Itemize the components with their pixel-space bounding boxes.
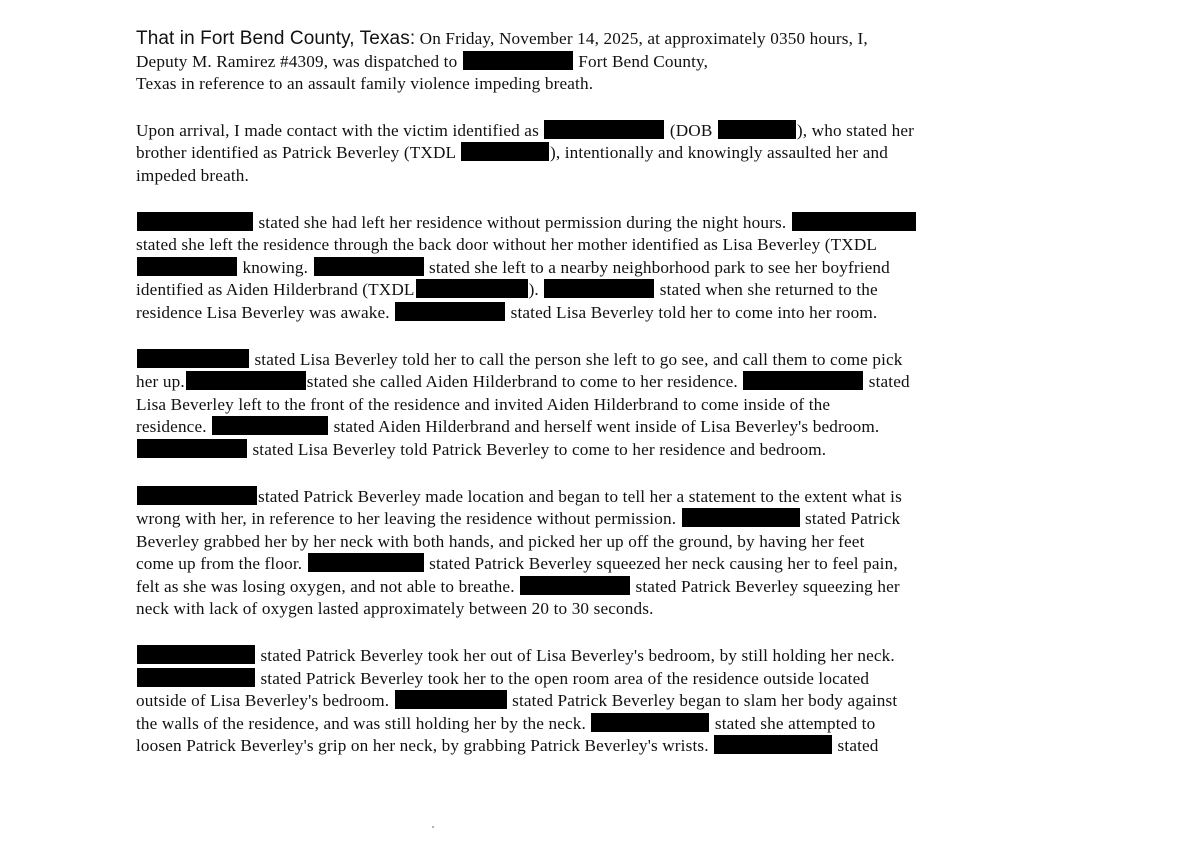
text-segment: residence. (136, 417, 212, 437)
text-segment: Fort Bend County, (573, 51, 709, 71)
text-segment: Texas in reference to an assault family violence impeding breath. (136, 74, 594, 94)
text-segment: stated Lisa Beverley told her to come into her room. (506, 302, 878, 322)
text-segment: stated Lisa Beverley told Patrick Beverley to come to her residence and bedroom. (248, 439, 827, 459)
text-line (136, 486, 1036, 509)
text-segment: stated (864, 372, 910, 392)
paragraph (136, 120, 1036, 188)
text-segment: stated Patrick Beverley squeezing her (631, 576, 900, 596)
text-segment: Beverley grabbed her by her neck with both hands, and picked her up off the ground, by having her feet (136, 531, 865, 551)
text-line (136, 394, 1036, 417)
paragraph (136, 645, 1036, 758)
redaction-bar (714, 735, 832, 754)
text-line (136, 165, 1036, 188)
redaction-bar (137, 349, 249, 368)
redaction-bar (137, 212, 253, 231)
text-segment: residence Lisa Beverley was awake. (136, 302, 395, 322)
text-segment: stated Aiden Hilderbrand and herself went inside of Lisa Beverley's bedroom. (329, 417, 880, 437)
redaction-bar (137, 486, 257, 505)
text-segment: stated Patrick Beverley made location and began to tell her a statement to the extent what is (258, 486, 902, 506)
text-segment: ), who stated her (796, 120, 915, 140)
text-segment: knowing. (238, 257, 313, 277)
text-segment: ). (528, 280, 544, 300)
redaction-bar (186, 371, 306, 390)
text-segment: neck with lack of oxygen lasted approximately between 20 to 30 seconds. (136, 599, 654, 619)
text-line (136, 598, 1036, 621)
text-segment: wrong with her, in reference to her leaving the residence without permission. (136, 509, 681, 529)
redaction-bar (212, 416, 328, 435)
text-segment: (DOB (665, 120, 717, 140)
text-line (136, 234, 1036, 257)
text-line (136, 735, 1036, 758)
text-segment: stated (833, 736, 879, 756)
text-segment: stated Lisa Beverley told her to call the person she left to go see, and call them to come pick (250, 349, 903, 369)
paragraph (136, 486, 1036, 622)
text-segment: felt as she was losing oxygen, and not able to breathe. (136, 576, 520, 596)
text-segment: outside of Lisa Beverley's bedroom. (136, 691, 394, 711)
text-segment: ), intentionally and knowingly assaulted her and (549, 143, 888, 163)
text-segment: stated Patrick Beverley began to slam her body against (507, 691, 898, 711)
text-line (136, 690, 1036, 713)
text-segment: identified as Aiden Hilderbrand (TXDL (136, 280, 415, 300)
text-segment: stated Patrick (800, 509, 901, 529)
redaction-bar (308, 553, 424, 572)
text-line (136, 257, 1036, 280)
text-segment: Lisa Beverley left to the front of the residence and invited Aiden Hilderbrand to come inside of the (136, 394, 831, 414)
redaction-bar (416, 279, 528, 298)
redaction-bar (137, 668, 255, 687)
redaction-bar (544, 120, 664, 139)
text-line (136, 668, 1036, 691)
redaction-bar (718, 120, 796, 139)
redaction-bar (682, 508, 800, 527)
text-line (136, 576, 1036, 599)
text-segment: stated she had left her residence without permission during the night hours. (254, 212, 791, 232)
text-line (136, 142, 1036, 165)
text-segment: come up from the floor. (136, 554, 307, 574)
redaction-bar (743, 371, 863, 390)
redaction-bar (137, 439, 247, 458)
text-segment: stated Patrick Beverley took her to the open room area of the residence outside located (256, 668, 870, 688)
text-line (136, 212, 1036, 235)
text-line (136, 51, 1036, 74)
text-line (136, 416, 1036, 439)
text-segment: stated she attempted to (710, 713, 876, 733)
text-line (136, 531, 1036, 554)
redaction-bar (314, 257, 424, 276)
text-segment: impeded breath. (136, 165, 249, 185)
text-segment: On Friday, November 14, 2025, at approximately 0350 hours, I, (415, 29, 868, 48)
redaction-bar (395, 690, 507, 709)
paragraph (136, 28, 1036, 96)
text-segment: stated when she returned to the (655, 280, 878, 300)
redaction-bar (137, 257, 237, 276)
redaction-bar (591, 713, 709, 732)
paragraph (136, 212, 1036, 325)
redaction-bar (544, 279, 654, 298)
text-segment: stated she left to a nearby neighborhood park to see her boyfriend (424, 257, 890, 277)
redaction-bar (463, 51, 573, 70)
text-segment: loosen Patrick Beverley's grip on her neck, by grabbing Patrick Beverley's wrists. (136, 736, 714, 756)
lead-in-text: That in Fort Bend County, Texas: (136, 28, 416, 49)
text-segment: stated she called Aiden Hilderbrand to come to her residence. (306, 372, 743, 392)
text-segment: stated Patrick Beverley squeezed her neck causing her to feel pain, (424, 554, 898, 574)
text-line (136, 279, 1036, 302)
text-segment: the walls of the residence, and was still holding her by the neck. (136, 713, 591, 733)
text-segment: stated Patrick Beverley took her out of Lisa Beverley's bedroom, by still holding her neck. (256, 646, 895, 666)
text-segment: her up. (136, 372, 185, 392)
text-line (136, 302, 1036, 325)
text-segment: Deputy M. Ramirez #4309, was dispatched to (136, 51, 462, 71)
redaction-bar (792, 212, 916, 231)
text-segment: stated she left the residence through the back door without her mother identified as Lisa Beverley (TXDL (136, 235, 878, 255)
text-line (136, 28, 1036, 51)
redaction-bar (520, 576, 630, 595)
text-segment: Upon arrival, I made contact with the victim identified as (136, 120, 544, 140)
text-line (136, 73, 1036, 96)
text-line (136, 508, 1036, 531)
redaction-bar (461, 142, 549, 161)
text-line (136, 439, 1036, 462)
text-segment: brother identified as Patrick Beverley (TXDL (136, 143, 460, 163)
redaction-bar (137, 645, 255, 664)
text-line (136, 645, 1036, 668)
text-line (136, 371, 1036, 394)
paragraph (136, 349, 1036, 462)
text-line (136, 120, 1036, 143)
text-line (136, 349, 1036, 372)
text-line (136, 553, 1036, 576)
report-body (136, 28, 1036, 782)
text-line (136, 713, 1036, 736)
scan-speck (432, 826, 434, 828)
redaction-bar (395, 302, 505, 321)
